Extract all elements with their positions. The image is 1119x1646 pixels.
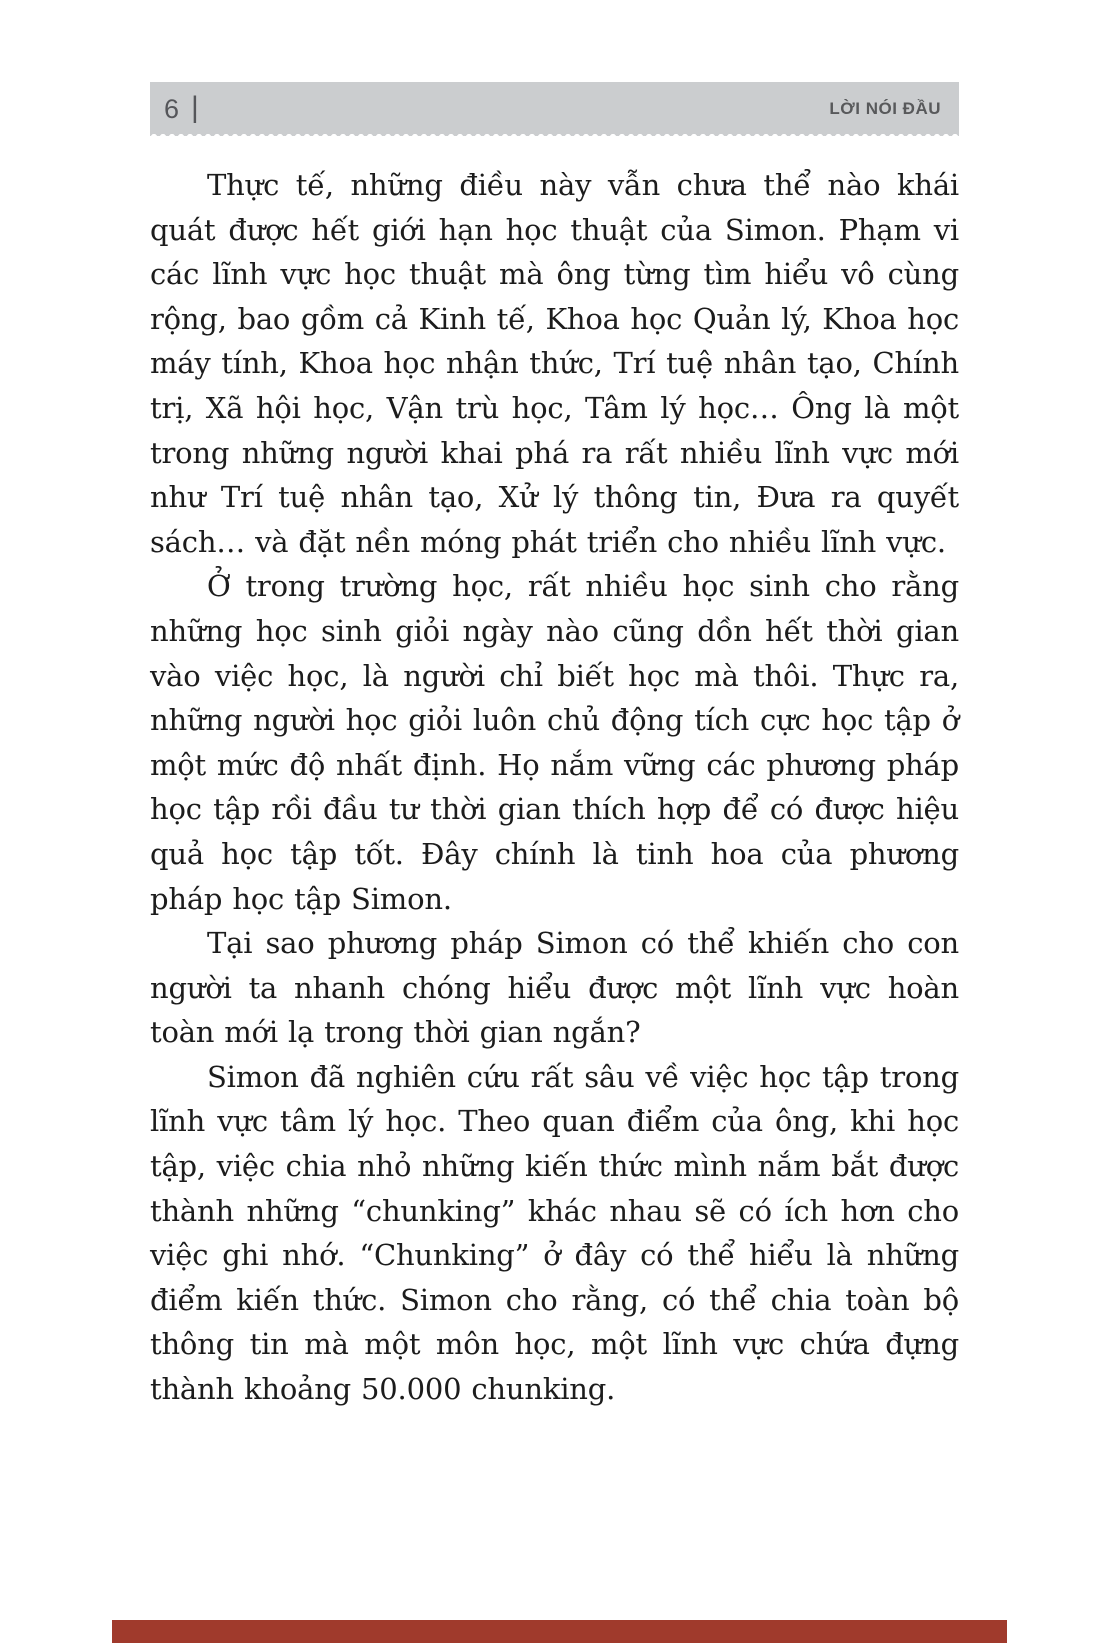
page-number-group xyxy=(164,91,199,124)
page-number: 6 xyxy=(164,93,180,124)
body-paragraph-3: Tại sao phương pháp Simon có thể khiến cho con người ta nhanh chóng hiểu được một lĩnh vực hoàn toàn mới lạ trong thời gian ngắn? xyxy=(150,926,959,1050)
page-body xyxy=(150,163,959,1412)
page-header xyxy=(150,82,959,136)
page-number-divider: | xyxy=(191,91,199,124)
bottom-accent-bar xyxy=(112,1620,1007,1643)
body-paragraph-1: Thực tế, những điều này vẫn chưa thể nào khái quát được hết giới hạn học thuật của Simon. Phạm vi các lĩnh vực học thuật mà ông từng tìm hiểu vô cùng rộng, bao gồm cả Kinh tế, Khoa học Quản lý, Khoa học máy tính, Khoa học nhận thức, Trí tuệ nhân tạo, Chính trị, Xã hội học, Vận trù học, Tâm lý học… Ông là một trong những người khai phá ra rất nhiều lĩnh vực mới như Trí tuệ nhân tạo, Xử lý thông tin, Đưa ra quyết sách… và đặt nền móng phát triển cho nhiều lĩnh vực. xyxy=(150,168,959,559)
body-paragraph-4: Simon đã nghiên cứu rất sâu về việc học tập trong lĩnh vực tâm lý học. Theo quan điểm của ông, khi học tập, việc chia nhỏ những kiến thức mình nắm bắt được thành những “chunking” khác nhau sẽ có ích hơn cho việc ghi nhớ. “Chunking” ở đây có thể hiểu là những điểm kiến thức. Simon cho rằng, có thể chia toàn bộ thông tin mà một môn học, một lĩnh vực chứa đựng thành khoảng 50.000 chunking. xyxy=(150,1059,959,1407)
body-paragraph-2: Ở trong trường học, rất nhiều học sinh cho rằng những học sinh giỏi ngày nào cũng dồn hết thời gian vào việc học, là người chỉ biết học mà thôi. Thực ra, những người học giỏi luôn chủ động tích cực học tập ở một mức độ nhất định. Họ nắm vững các phương pháp học tập rồi đầu tư thời gian thích hợp để có được hiệu quả học tập tốt. Đây chính là tinh hoa của phương pháp học tập Simon. xyxy=(150,569,959,916)
running-head-title: LỜI NÓI ĐẦU xyxy=(829,99,941,118)
